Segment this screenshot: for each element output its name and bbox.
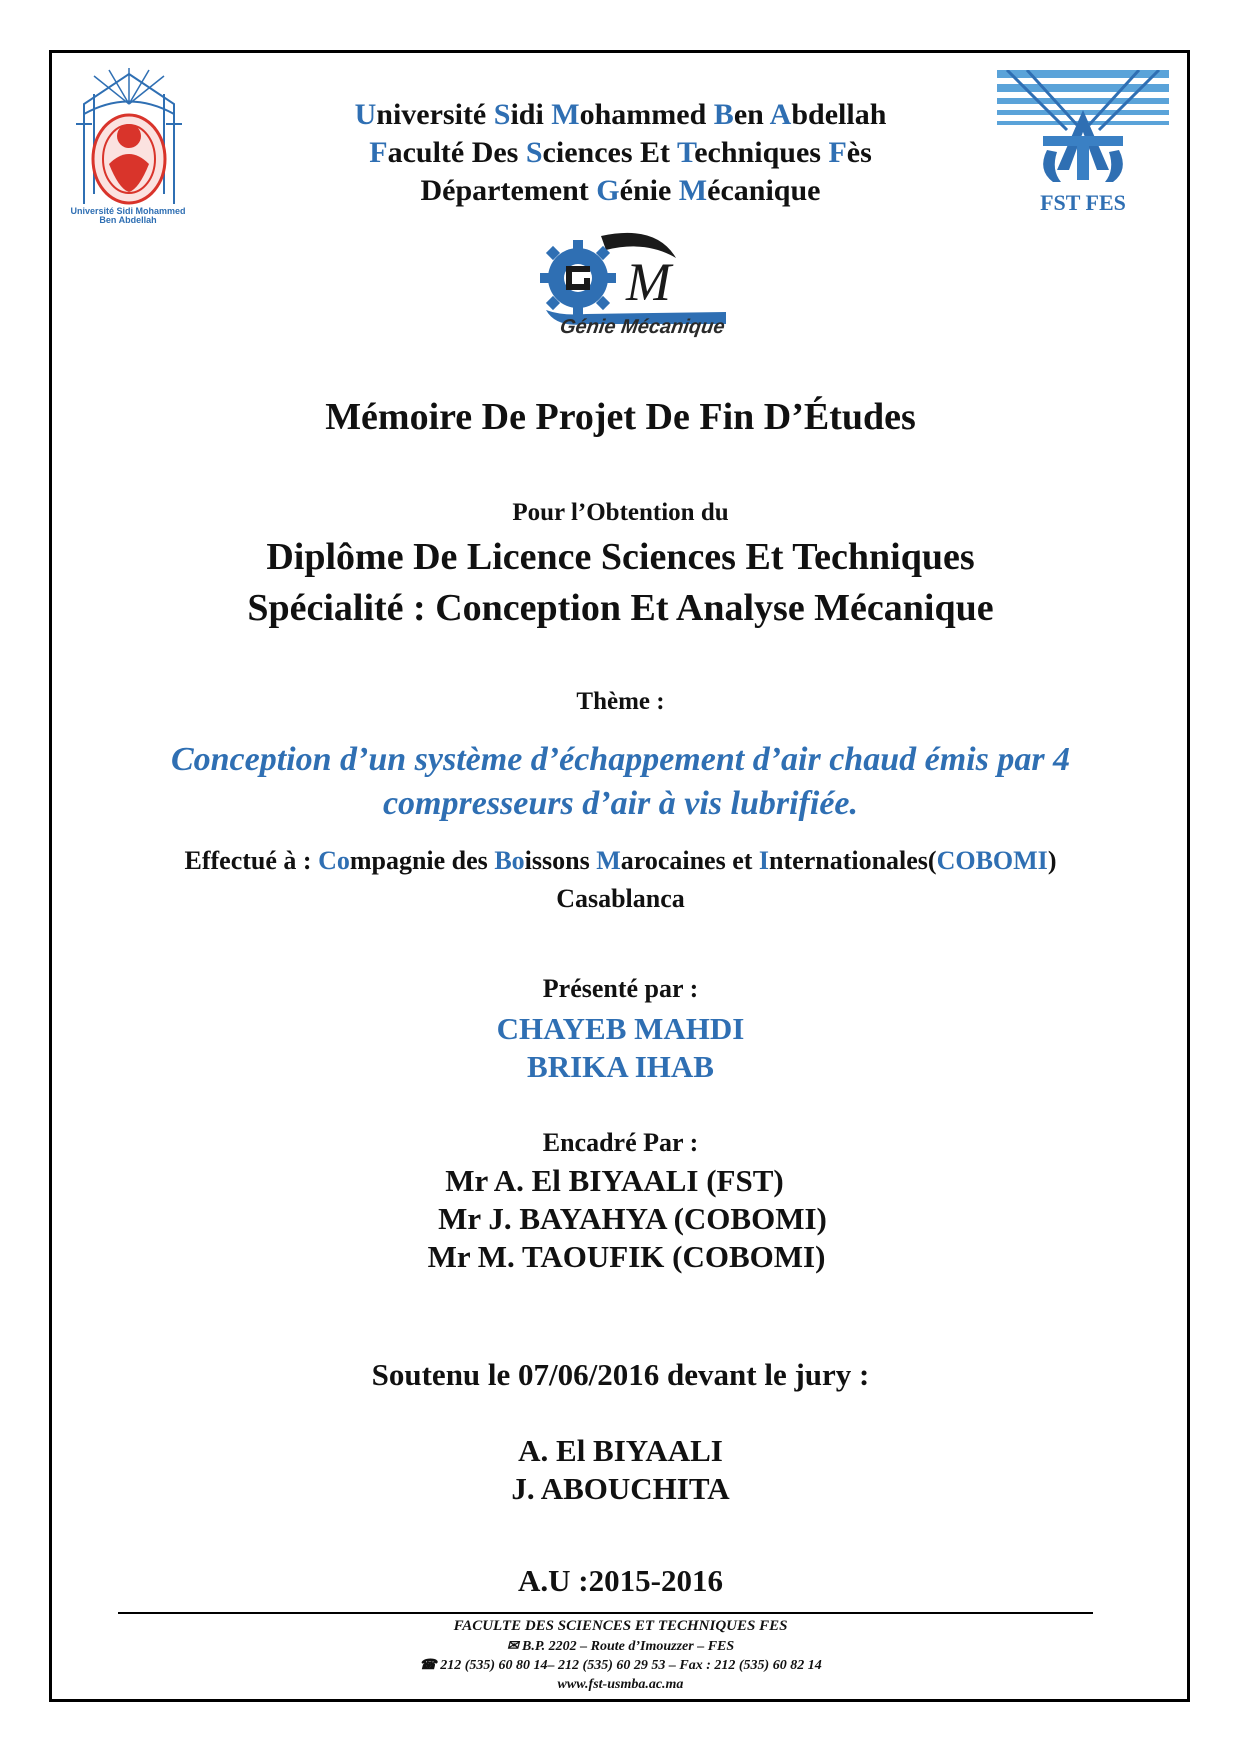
genie-mecanique-caption: Génie Mécanique [558,316,727,338]
university-name-segment: ohammed [579,98,714,131]
faculty-name-segment: ès [846,136,872,169]
memoire-title: Mémoire De Projet De Fin D’Études [325,396,916,438]
effectue-segment: mpagnie des [349,846,495,875]
theme-line2: compresseurs d’air à vis lubrifiée. [382,785,859,822]
university-name [0,96,1241,134]
effectue-segment: I [758,846,770,875]
presente-label: Présenté par : [542,974,699,1003]
university-name-segment: S [493,98,511,131]
faculty-name-segment: ciences Et [542,136,677,169]
svg-text:M: M [626,252,671,312]
footer-faculty-name: FACULTE DES SCIENCES ET TECHNIQUES FES [453,1618,788,1634]
city: Casablanca [556,884,685,913]
soutenu-line: Soutenu le 07/06/2016 devant le jury : [371,1357,870,1392]
supervisor-3: Mr M. TAOUFIK (COBOMI) [427,1239,826,1274]
jury-member-1: A. El BIYAALI [518,1433,723,1468]
faculty-name [0,134,1241,172]
jury-member-2: J. ABOUCHITA [511,1471,730,1506]
faculty-name-segment: S [525,136,543,169]
faculty-name-segment: T [676,136,695,169]
effectue-segment: COBOMI [936,846,1048,875]
university-name-segment: A [769,98,792,131]
department-name-segment: énie [619,174,679,207]
theme-line1: Conception d’un système d’échappement d’air chaud émis par 4 [170,741,1071,778]
effectue-segment: nternationales( [769,846,937,875]
specialty-title: Spécialité : Conception Et Analyse Mécanique [247,587,994,629]
department-name-segment: M [678,174,708,207]
mail-icon: ✉ [506,1639,519,1654]
faculty-name-segment: echniques [694,136,829,169]
faculty-name-segment: F [828,136,847,169]
university-name-segment: en [733,98,770,131]
effectue-segment: ) [1047,846,1057,875]
effectue-line [0,844,1241,878]
university-name-segment: B [713,98,734,131]
faculty-name-segment: aculté Des [387,136,526,169]
faculty-name-segment: F [369,136,388,169]
supervisor-2: Mr J. BAYAHYA (COBOMI) [438,1201,827,1236]
university-name-segment: bdellah [791,98,887,131]
department-name-segment: Département [420,174,597,207]
university-name-segment: M [551,98,580,131]
footer-address-text: B.P. 2202 – Route d’Imouzzer – FES [522,1639,735,1654]
footer-phone [0,1656,1241,1675]
fst-logo-caption: FST FES [1040,190,1126,215]
effectue-segment: Bo [494,846,525,875]
student-2: BRIKA IHAB [527,1049,714,1084]
effectue-segment: Effectué à : [184,846,319,875]
phone-icon: ☎ [419,1658,437,1673]
department-name [0,172,1241,210]
footer-phone-text: 212 (535) 60 80 14– 212 (535) 60 29 53 – Fax : 212 (535) 60 82 14 [440,1658,822,1673]
diploma-title: Diplôme De Licence Sciences Et Techniques [266,536,975,578]
department-name-segment: écanique [707,174,821,207]
supervisor-1: Mr A. El BIYAALI (FST) [445,1163,784,1198]
theme-label: Thème : [576,688,665,715]
encadre-label: Encadré Par : [542,1128,699,1157]
department-name-segment: G [596,174,620,207]
effectue-segment: arocaines et [620,846,759,875]
effectue-segment: issons [524,846,597,875]
student-1: CHAYEB MAHDI [496,1011,745,1046]
obtention-text: Pour l’Obtention du [512,499,729,526]
academic-year: A.U :2015-2016 [518,1563,723,1598]
footer-website: www.fst-usmba.ac.ma [557,1677,684,1692]
footer-address [0,1637,1241,1656]
university-name-segment: U [354,98,377,131]
seal-caption-line2: Ben Abdellah [99,215,157,225]
university-name-segment: niversité [376,98,494,131]
footer-divider [118,1612,1093,1614]
effectue-segment: Co [318,846,350,875]
effectue-segment: M [596,846,621,875]
seal-caption-line1: Université Sidi Mohammed [70,206,186,216]
university-name-segment: idi [510,98,552,131]
